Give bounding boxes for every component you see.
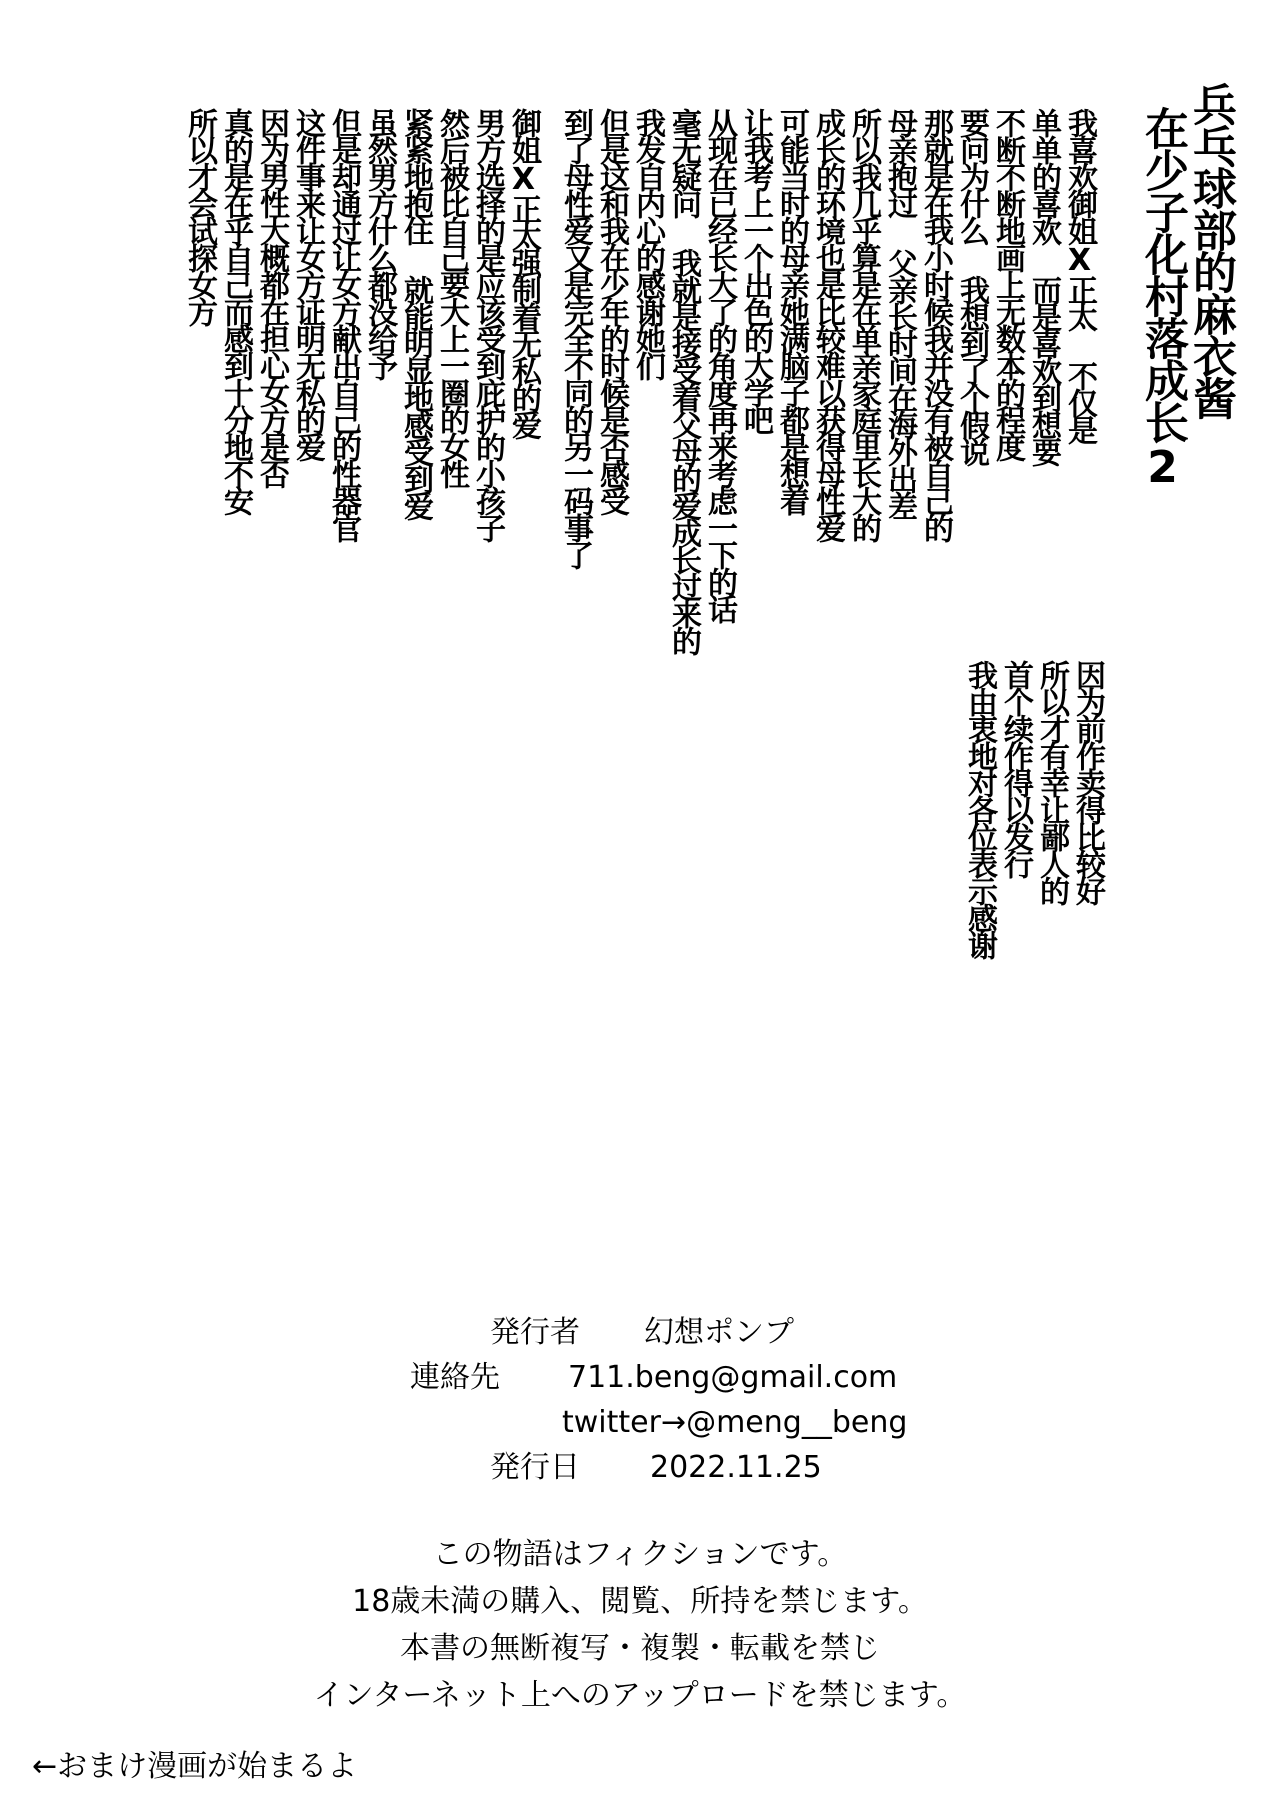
afterword-column: 所以我几乎算是在单亲家庭里长大的 xyxy=(846,108,881,540)
afterword-column: 然后被比自己要大上一圈的女性 xyxy=(434,108,469,486)
contact-email: 711.beng@gmail.com xyxy=(568,1360,898,1395)
contact-label: 連絡先 xyxy=(410,1360,500,1395)
afterword-column: 让我考上一个出色的大学吧 xyxy=(738,108,773,432)
thanks-column: 因为前作卖得比较好 xyxy=(1070,660,1105,903)
date-label: 発行日 xyxy=(490,1450,580,1485)
afterword-column: 御姐X正太强制着无私的爱 xyxy=(506,108,541,437)
omake-pointer: ←おまけ漫画が始まるよ xyxy=(32,1749,358,1784)
notice-line: 18歳未満の購入、閲覧、所持を禁じます。 xyxy=(352,1584,928,1619)
afterword-column: 虽然男方什么都没给予 xyxy=(362,108,397,378)
afterword-column: 因为男性大概都在担心女方是否 xyxy=(254,108,289,486)
afterword-column: 成长的环境也是比较难以获得母性爱 xyxy=(810,108,845,540)
afterword-column: 这件事来让女方证明无私的爱 xyxy=(290,108,325,459)
title-line-1: 兵乓球部的麻衣酱 xyxy=(1185,82,1236,418)
notice-line: この物語はフィクションです。 xyxy=(432,1537,848,1572)
afterword-column: 从现在已经长大了的角度再来考虑一下的话 xyxy=(702,108,737,621)
afterword-column: 要问为什么 我想到了个假说 xyxy=(954,108,989,464)
contact-twitter: twitter→@meng__beng xyxy=(562,1405,908,1440)
afterword-column: 我喜欢御姐X正太 不仅是 xyxy=(1062,108,1097,442)
publisher-value: 幻想ポンプ xyxy=(644,1315,794,1350)
title-line-2: 在少子化村落成长2 xyxy=(1137,106,1188,491)
notice-line: インターネット上へのアップロードを禁じます。 xyxy=(313,1678,967,1713)
afterword-column: 毫无疑问 我就是接受着父母的爱成长过来的 xyxy=(666,108,701,653)
notice-line: 本書の無断複写・複製・転載を禁じ xyxy=(400,1631,880,1666)
afterword-column: 真的是在乎自己而感到十分地不安 xyxy=(218,108,253,513)
afterword-column: 但是这和我在少年的时候是否感受 xyxy=(594,108,629,513)
thanks-column: 首个续作得以发行 xyxy=(998,660,1033,876)
afterword-column: 所以才会试探女方 xyxy=(182,108,217,324)
afterword-column: 我发自内心的感谢她们 xyxy=(630,108,665,378)
afterword-column: 到了母性爱又是完全不同的另一码事了 xyxy=(558,108,593,567)
afterword-column: 可能当时的母亲她满脑子都是想着 xyxy=(774,108,809,513)
afterword-column: 单单的喜欢 而是喜欢到想要 xyxy=(1026,108,1061,464)
afterword-column: 母亲抱过 父亲长时间在海外出差 xyxy=(882,108,917,518)
afterword-column: 男方选择的是应该受到庇护的小孩子 xyxy=(470,108,505,540)
afterword-column: 那就是在我小时候我并没有被自己的 xyxy=(918,108,953,540)
thanks-column: 我由衷地对各位表示感谢 xyxy=(962,660,997,957)
publisher-label: 発行者 xyxy=(490,1315,580,1350)
thanks-column: 所以才有幸让鄙人的 xyxy=(1034,660,1069,903)
afterword-column: 紧紧地抱住 就能明显地感受到爱 xyxy=(398,108,433,518)
afterword-column: 但是却通过让女方献出自己的性器官 xyxy=(326,108,361,540)
afterword-column: 不断不断地画上无数本的程度 xyxy=(990,108,1025,459)
date-value: 2022.11.25 xyxy=(650,1450,822,1485)
